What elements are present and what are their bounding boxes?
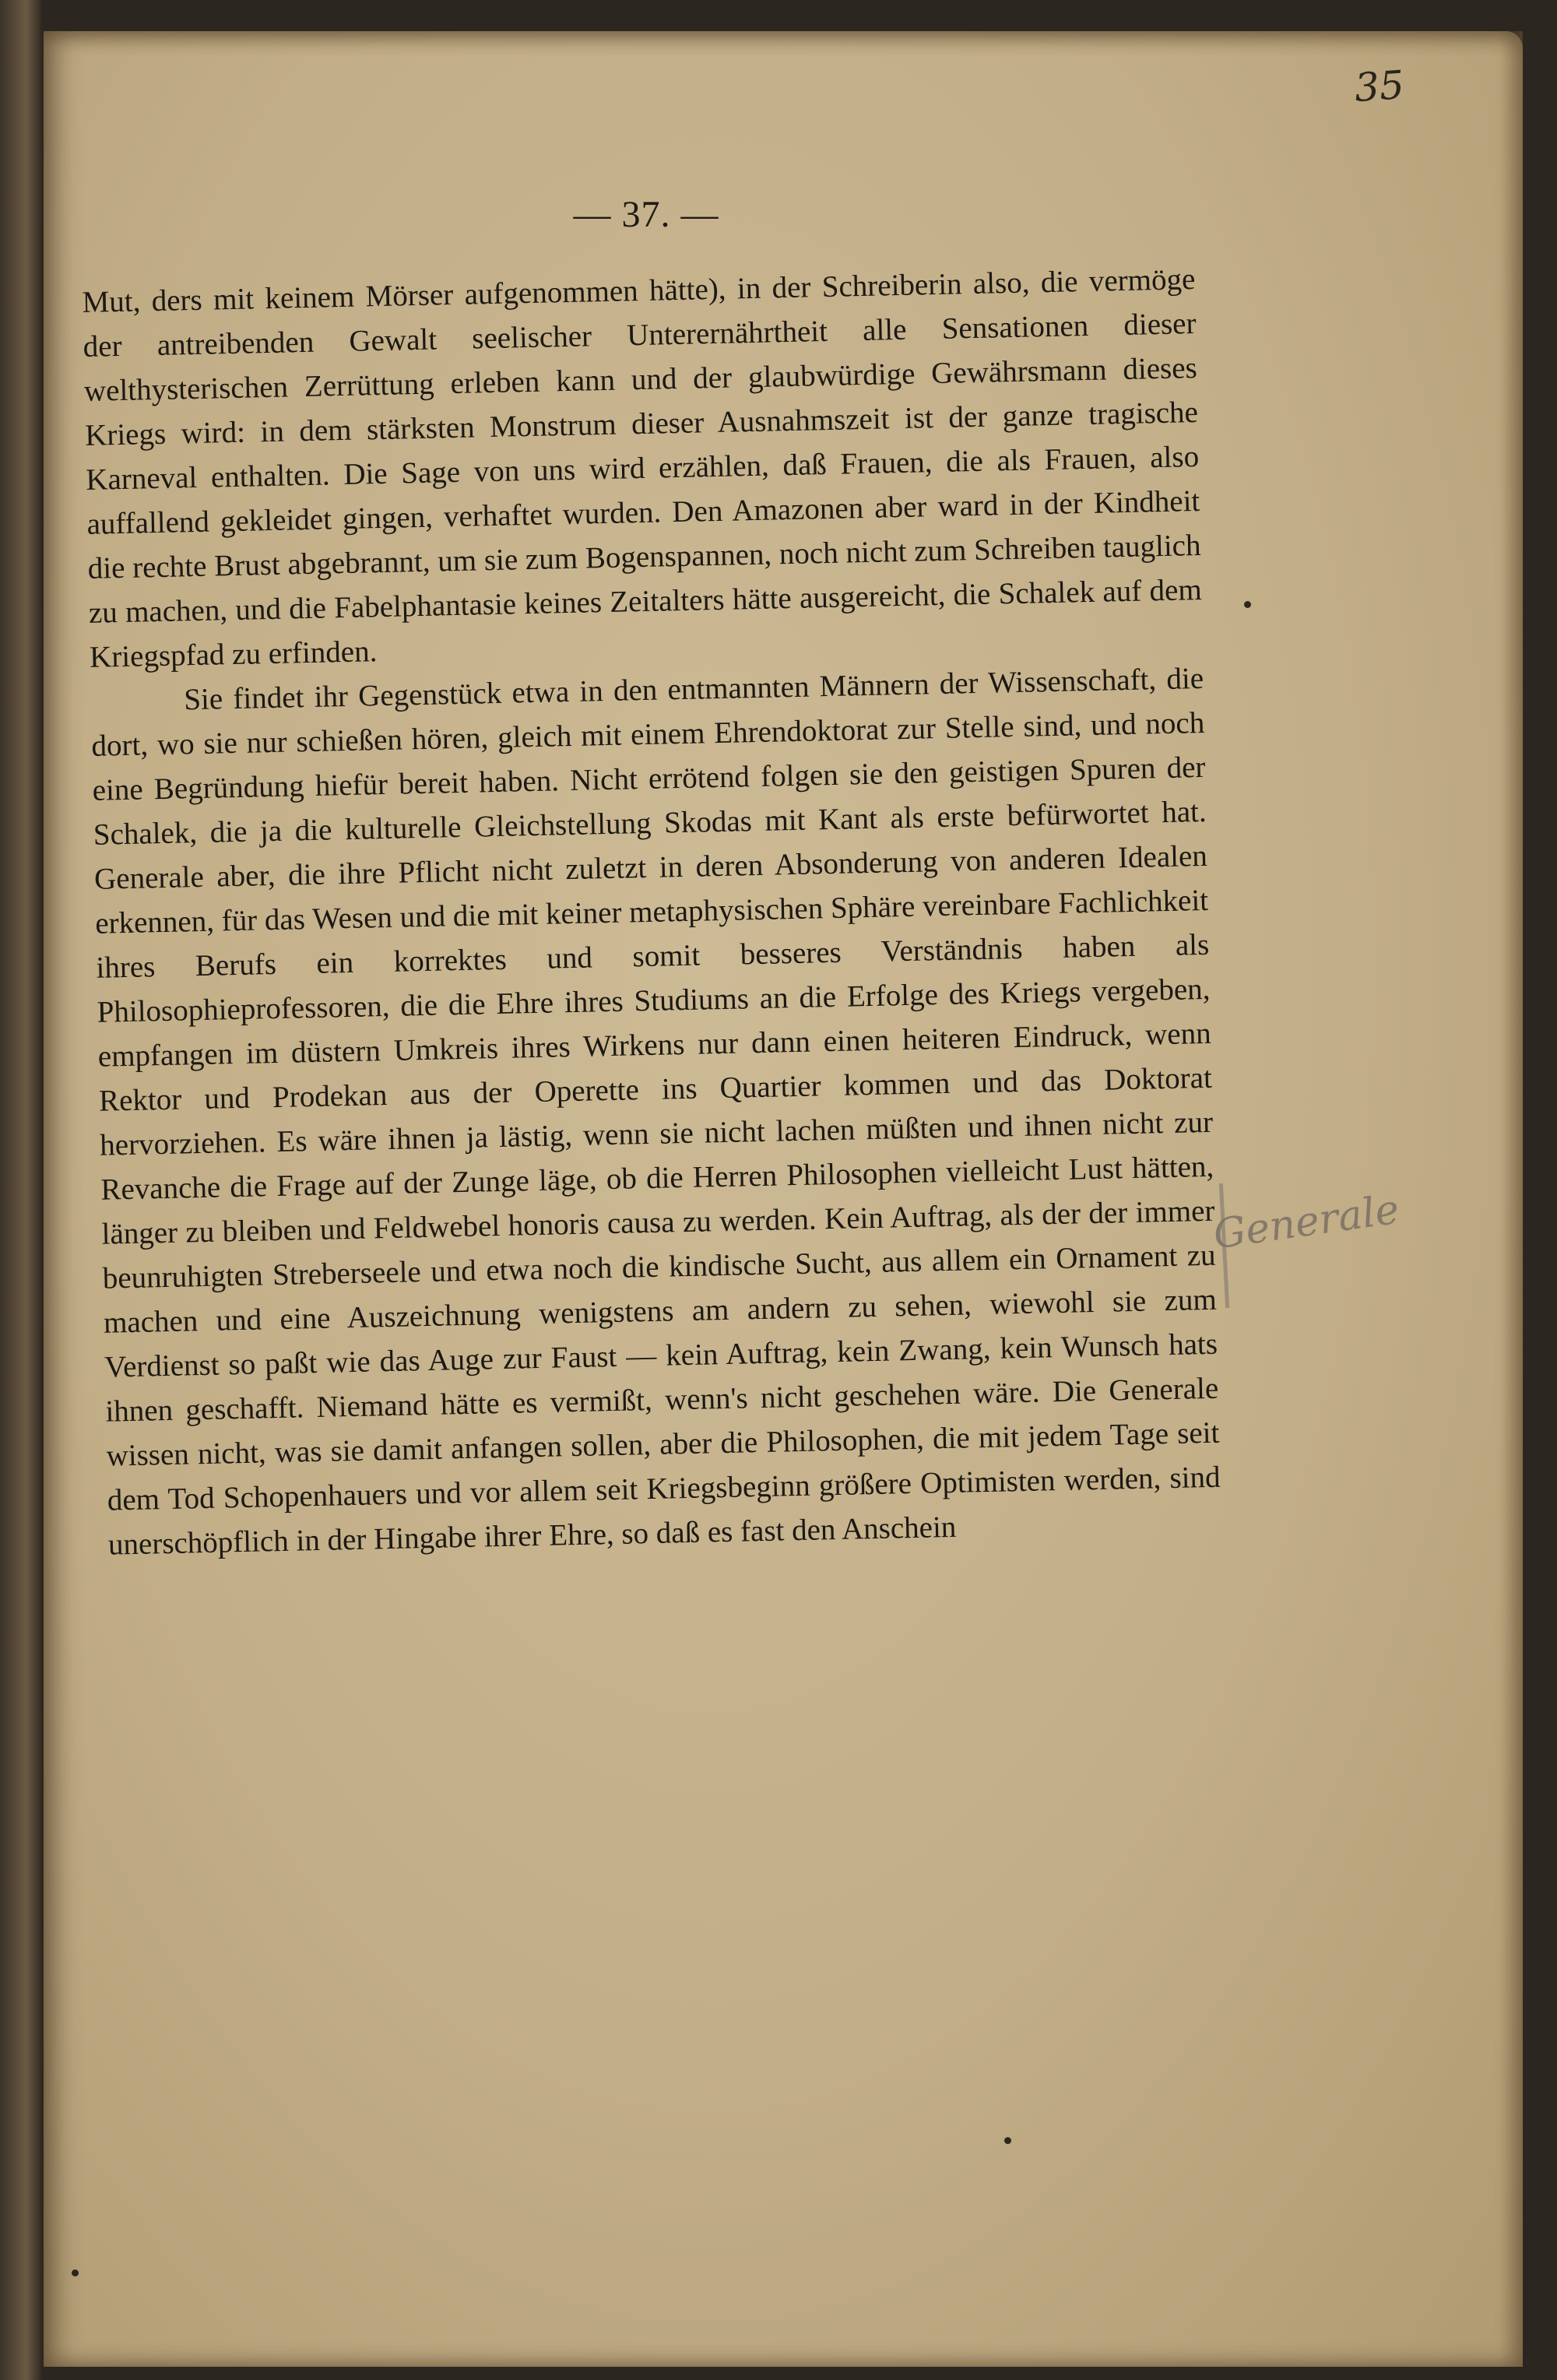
paragraph-1: Mut, ders mit keinem Mörser aufgenommen hätte), in der Schreiberin also, die vermöge der antreibenden Gewalt seelischer Unterernährtheit alle Sensationen dieser welthysterischen Zerrüttung erleben kann und der glaubwürdige Gewährsmann dieses Kriegs wird: in dem stärksten Monstrum dieser Ausnahmszeit ist der ganze tragische Karneval enthalten. Die Sage von uns wird erzählen, daß Frauen, die als Frauen, also auffallend gekleidet gingen, verhaftet wurden. Den Amazonen aber ward in der Kindheit die rechte Brust abgebrannt, um sie zum Bogenspannen, noch nicht zum Schreiben tauglich zu machen, und die Fabelphantasie keines Zeitalters hätte ausgereicht, die Schalek auf dem Kriegspfad zu erfinden. — [82, 262, 1203, 674]
body-text — [82, 257, 1221, 1567]
paper-speck — [1004, 2137, 1011, 2144]
paper-speck — [72, 2269, 79, 2276]
paper-speck — [1244, 601, 1251, 608]
book-binding — [0, 0, 44, 2380]
paragraph-2: Sie findet ihr Gegenstück etwa in den entmannten Männern der Wissenschaft, die dort, wo sie nur schießen hören, gleich mit einem Ehrendoktorat zur Stelle sind, und noch eine Begründung hiefür bereit haben. Nicht errötend folgen sie den geistigen Spuren der Schalek, die ja die kulturelle Gleichstellung Skodas mit Kant als erste befürwortet hat. Generale aber, die ihre Pflicht nicht zuletzt in deren Absonderung von anderen Idealen erkennen, für das Wesen und die mit keiner metaphysischen Sphäre vereinbare Fachlichkeit ihres Berufs ein korrektes und somit besseres Verständnis haben als Philosophieprofessoren, die die Ehre ihres Studiums an die Erfolge des Kriegs vergeben, empfangen im düstern Umkreis ihres Wirkens nur dann einen heiteren Eindruck, wenn Rektor und Prodekan aus der Operette ins Quartier kommen und das Doktorat hervorziehen. Es wäre ihnen ja lästig, wenn sie nicht lachen müßten und ihnen nicht zur Revanche die Frage auf der Zunge läge, ob die Herren Philosophen vielleicht Lust hätten, länger zu bleiben und Feldwebel honoris causa zu werden. Kein Auftrag, als der der immer beunruhigten Streberseele und etwa noch die kindische Sucht, aus allem ein Ornament zu machen und eine Auszeichnung wenigstens am andern zu sehen, wiewohl sie zum Verdienst so paßt wie das Auge zur Faust — kein Auftrag, kein Zwang, kein Wunsch hats ihnen geschafft. Niemand hätte es vermißt, wenn's nicht geschehen wäre. Die Generale wissen nicht, was sie damit anfangen sollen, aber die Philosophen, die mit jedem Tage seit dem Tod Schopenhauers und vor allem seit Kriegsbeginn größere Optimisten werden, sind unerschöpflich in der Hingabe ihrer Ehre, so daß es fast den Anschein — [91, 661, 1221, 1562]
page-edge-shadow — [1499, 31, 1523, 2367]
page-number: — 37. — — [573, 194, 719, 235]
archive-number: 35 — [1353, 62, 1406, 111]
handwritten-margin-note: Generale — [1210, 1186, 1402, 1259]
